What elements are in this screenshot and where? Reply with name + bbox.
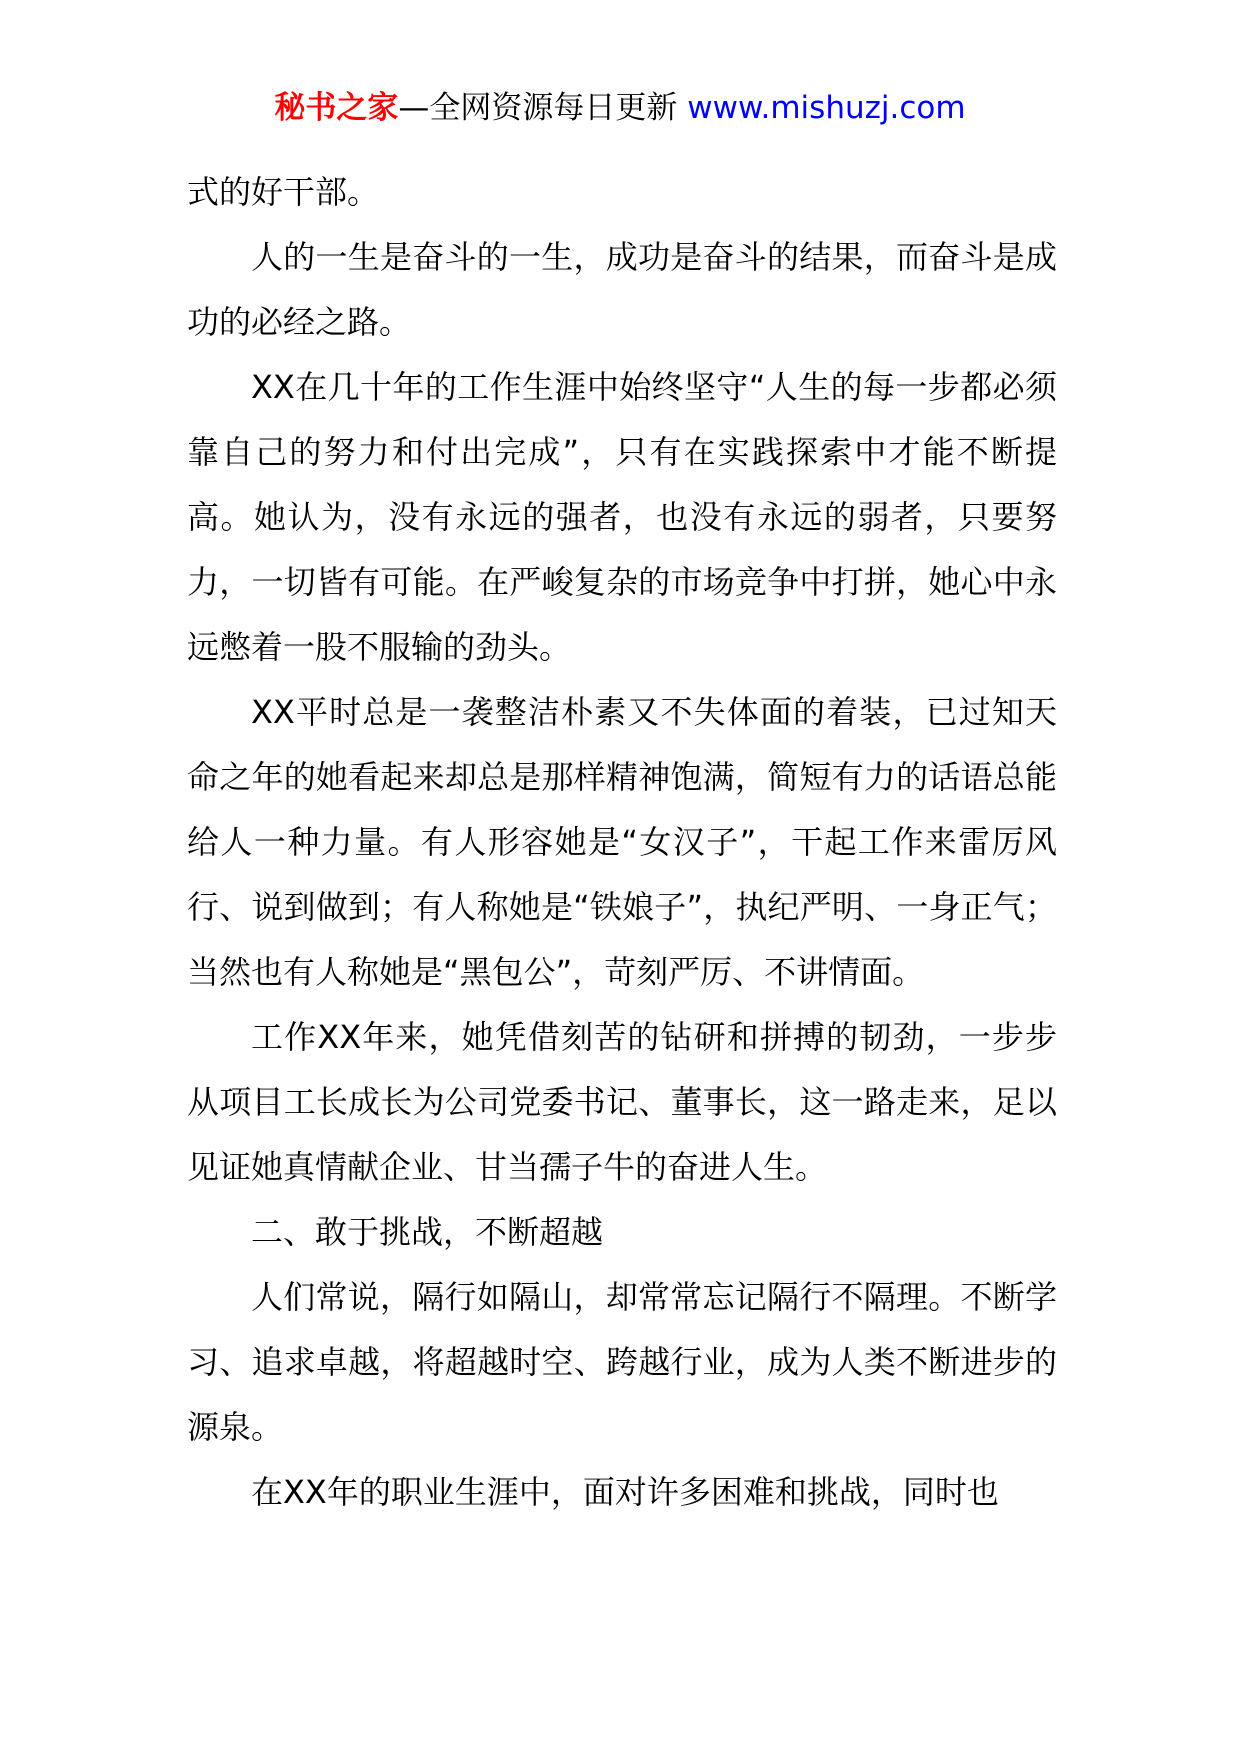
header-url-link[interactable]: www.mishuzj.com	[687, 90, 966, 126]
paragraph: 在XX年的职业生涯中，面对许多困难和挑战，同时也	[251, 1473, 999, 1511]
section-heading: 二、敢于挑战，不断超越	[251, 1213, 604, 1251]
paragraph: 工作XX年来，她凭借刻苦的钻研和拼搏的韧劲，一步步从项目工长成长为公司党委书记、董事长，这一路走来，足以见证她真情献企业、甘当孺子牛的奋进人生。	[187, 1018, 1057, 1186]
document-body	[187, 160, 1057, 1525]
paragraph: 人们常说，隔行如隔山，却常常忘记隔行不隔理。不断学习、追求卓越，将超越时空、跨越行业，成为人类不断进步的源泉。	[187, 1278, 1057, 1446]
paragraph-continuation: 式的好干部。	[187, 173, 380, 211]
page-header	[0, 88, 1240, 128]
paragraph: XX平时总是一袭整洁朴素又不失体面的着装，已过知天命之年的她看起来却总是那样精神饱满，简短有力的话语总能给人一种力量。有人形容她是“女汉子”，干起工作来雷厉风行、说到做到；有人称她是“铁娘子”，执纪严明、一身正气；当然也有人称她是“黑包公”，苛刻严厉、不讲情面。	[187, 693, 1057, 991]
header-slogan: —全网资源每日更新	[398, 90, 678, 126]
paragraph: 人的一生是奋斗的一生，成功是奋斗的结果，而奋斗是成功的必经之路。	[187, 238, 1057, 341]
paragraph: XX在几十年的工作生涯中始终坚守“人生的每一步都必须靠自己的努力和付出完成”，只有在实践探索中才能不断提高。她认为，没有永远的强者，也没有永远的弱者，只要努力，一切皆有可能。在严峻复杂的市场竞争中打拼，她心中永远憋着一股不服输的劲头。	[187, 368, 1057, 666]
brand-name: 秘书之家	[274, 90, 399, 126]
